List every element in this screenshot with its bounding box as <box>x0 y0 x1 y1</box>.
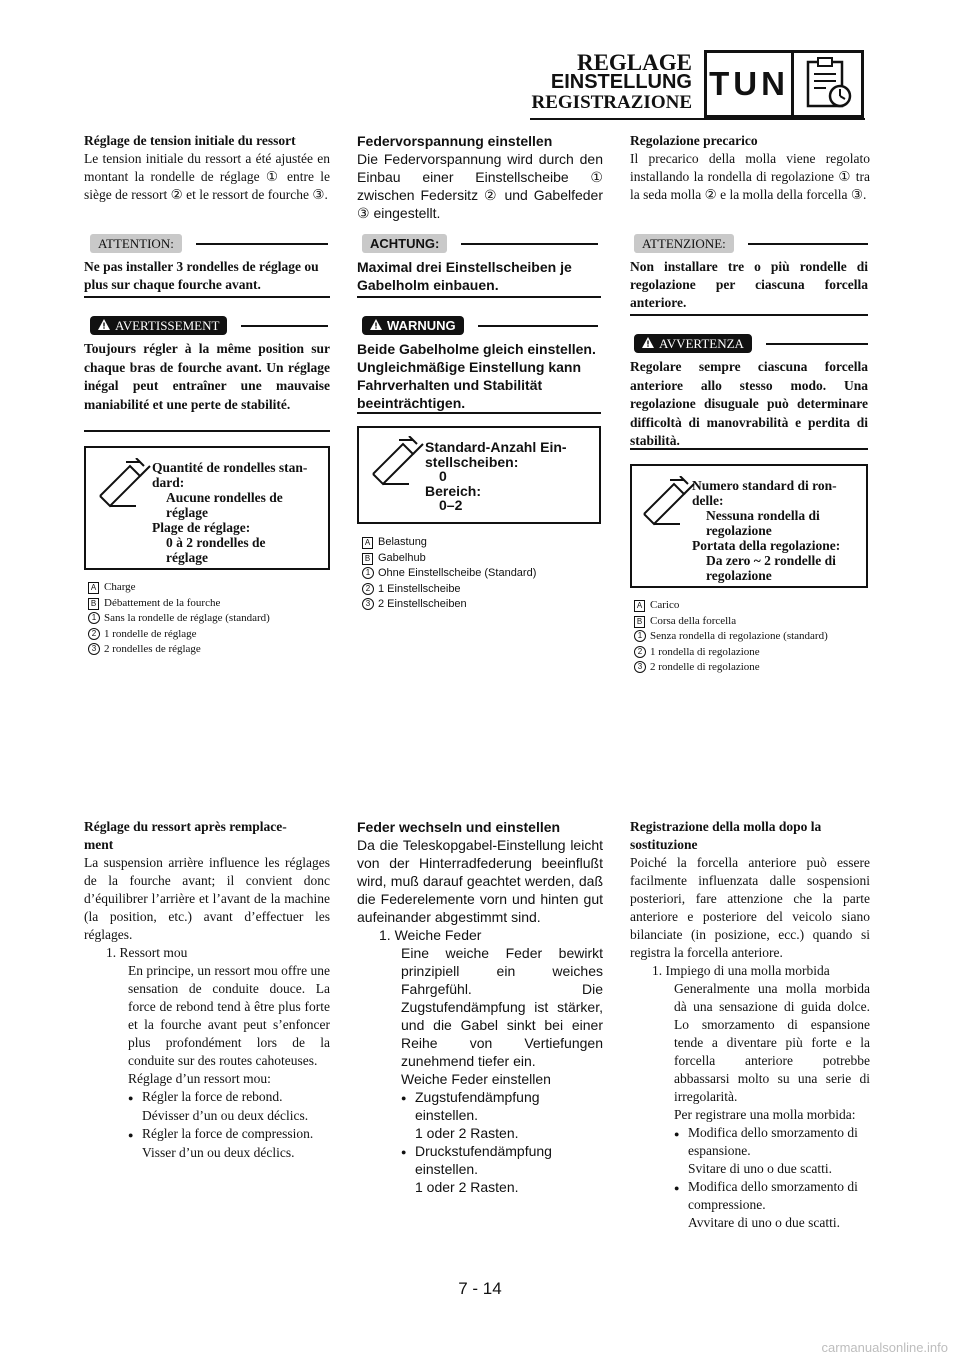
fr-attention-body: Ne pas installer 3 rondelles de réglage ou plus sur chaque fourche avant. <box>84 259 319 292</box>
fr-preload-title: Réglage de tension initiale du ressort <box>84 133 296 148</box>
de-preload-body: Die Federvorspannung wird durch den Einbau einer Einstellscheibe ① zwischen Federsitz ② und Gabelfeder ③ eingestellt. <box>357 151 603 221</box>
legend-item: B Gabelhub <box>362 551 602 567</box>
legend-item: B Débattement de la fourche <box>88 596 328 612</box>
de-preload-title: Federvorspannung einstellen <box>357 133 553 149</box>
de-spring-section: Feder wechseln und einstellen Da die Teleskopgabel-Einstellung leicht von der Hinterradfederung beeinflußt wird, muß darauf geachtet werden, daß die Federelemente vorn und hinten gut aufeinander abgestimmt sind. 1. Weiche Feder Eine weiche Feder bewirkt prinzipiell ein weiches Fahrgefühl. Die Zugstufendämpfung ist stärker, und die Gabel sinkt bei einer Reihe von Vertiefungen zunehmend tiefer ein. Weiche Feder einstellen ● Zugstufendämpfung einstellen. 1 oder 2 Rasten. ● Druckstufendämpfung einstellen. 1 oder 2 Rasten. <box>357 819 603 1195</box>
legend-item: 1 Senza rondella di regolazione (standard) <box>634 629 870 645</box>
de-attention-banner <box>362 234 598 253</box>
legend-item: 3 2 Einstellscheiben <box>362 597 602 613</box>
page-number: 7 - 14 <box>458 1279 502 1298</box>
legend-item: 3 2 rondelle di regolazione <box>634 660 870 676</box>
legend-item: B Corsa della forcella <box>634 614 870 630</box>
watermark: carmanualsonline.info <box>821 1340 948 1355</box>
legend-item: 1 Sans la rondelle de réglage (standard) <box>88 611 328 627</box>
de-spring-body: Da die Teleskopgabel-Einstellung leicht von der Hinterradfederung beeinflußt wird, muß darauf geachtet werden, daß die Federelemente vorn und hinten gut aufeinander abgestimmt sind. <box>357 837 603 925</box>
it-warning-banner <box>634 334 868 353</box>
list-item: ● Régler la force de compression. <box>128 1126 314 1141</box>
de-warning-label: WARNUNG <box>387 318 456 333</box>
fr-warning-body: Toujours régler à la même position sur chaque bras de fourche avant. Un réglage inégal peut entraîner une mauvaise maniabilité et une perte de stabilité. <box>84 341 330 412</box>
fr-spring-body: La suspension arrière influence les réglages de la fourche avant; il convient donc d’équilibrer l’arrière et l’avant de la machine (la position, etc.) avant d’effectuer les réglages. <box>84 855 330 942</box>
fr-spring-title: Réglage du ressort après remplace- <box>84 819 287 834</box>
caliper-icon <box>640 476 696 530</box>
de-attention-label: ACHTUNG: <box>362 234 447 253</box>
legend-item: 1 Ohne Einstellscheibe (Standard) <box>362 566 602 582</box>
it-attention-body: Non installare tre o più rondelle di regolazione per ciascuna forcella anteriore. <box>630 259 868 310</box>
it-legend <box>634 598 870 676</box>
legend-item: A Belastung <box>362 535 602 551</box>
it-attention-label: ATTENZIONE: <box>634 234 734 253</box>
it-spring-body: Poiché la forcella anteriore può essere facilmente influenzata dalle sospensioni posteriori, fare attenzione che la parte anteriore e posteriore del veicolo siano bilanciate (in posizione, ecc.) quando si registra la forcella anteriore. <box>630 855 870 960</box>
de-preload-section <box>357 132 603 222</box>
de-warning-banner <box>362 316 598 335</box>
header-title-fr: REGLAGE <box>576 50 692 75</box>
fr-preload-section <box>84 132 330 204</box>
fr-warning-label: AVERTISSEMENT <box>115 318 220 333</box>
caliper-icon <box>96 458 152 512</box>
warning-triangle-icon <box>98 319 110 330</box>
warning-triangle-icon <box>370 319 382 330</box>
it-preload-title: Regolazione precarico <box>630 133 758 148</box>
fr-legend <box>88 580 328 658</box>
de-warning-body: Beide Gabelholme gleich einstellen. Ungleichmäßige Einstellung kann Fahrverhalten und Stabilität beeinträchtigen. <box>357 341 596 411</box>
fr-warning-banner <box>90 316 328 335</box>
legend-item: 3 2 rondelles de réglage <box>88 642 328 658</box>
header-title-it: REGISTRAZIONE <box>531 92 692 113</box>
clipboard-stopwatch-icon <box>794 53 861 115</box>
legend-item: A Charge <box>88 580 328 596</box>
warning-triangle-icon <box>642 337 654 348</box>
caliper-icon <box>369 436 425 490</box>
it-spec-text: Numero standard di ron- delle: Nessuna rondella di regolazione Portata della regolazione: Da zero ~ 2 rondelle di regolazione <box>692 478 841 583</box>
de-item-1: 1. Weiche Feder <box>379 927 482 943</box>
section-code: TUN <box>709 65 789 102</box>
it-warning-body: Regolare sempre ciascuna forcella anteriore allo stesso modo. Una regolazione disuguale può determinare difficoltà di manovrabilità e perdita di stabilità. <box>630 359 868 448</box>
it-spring-title: Registrazione della molla dopo la <box>630 819 822 834</box>
it-warning-label: AVVERTENZA <box>659 336 744 351</box>
it-spec-box <box>630 464 868 588</box>
it-preload-section <box>630 132 870 204</box>
de-legend <box>362 535 602 613</box>
de-attention-body: Maximal drei Einstellscheiben je Gabelholm einbauen. <box>357 259 572 293</box>
header-title-de: EINSTELLUNG <box>550 71 692 93</box>
list-item: ● Zugstufendämpfung einstellen. <box>401 1089 540 1123</box>
it-attention-banner <box>634 234 868 253</box>
de-spring-title: Feder wechseln und einstellen <box>357 819 561 835</box>
legend-item: A Carico <box>634 598 870 614</box>
section-badge <box>704 50 864 118</box>
header-rule <box>530 118 865 120</box>
list-item: ● Modifica dello smorzamento di espansione. <box>674 1125 858 1158</box>
legend-item: 2 1 Einstellscheibe <box>362 582 602 598</box>
fr-spec-box <box>84 446 330 570</box>
it-preload-body: Il precarico della molla viene regolato installando la rondella di regolazione ① tra la seda molla ② e la molla della forcella ③. <box>630 151 870 202</box>
legend-item: 2 1 rondella di regolazione <box>634 645 870 661</box>
it-spring-section: Registrazione della molla dopo la sostituzione Poiché la forcella anteriore può essere facilmente influenzata dalle sospensioni posteriori, fare attenzione che la parte anteriore e posteriore del veicolo siano bilanciate (in posizione, ecc.) quando si registra la forcella anteriore. 1. Impiego di una molla morbida Generalmente una molla morbida dà una sensazione di guida dolce. Lo smorzamento di espansione tende a diventare più forte e la forcella anteriore potrebbe abbassarsi molto su una serie di irregolarità. Per registrare una molla morbida: ● Modifica dello smorzamento di espansione. Svitare di uno o due scatti. ● Modifica dello smorzamento di compressione. Avvitare di uno o due scatti. <box>630 819 870 1230</box>
it-item-1: 1. Impiego di una molla morbida <box>652 963 830 978</box>
fr-preload-body: Le tension initiale du ressort a été ajustée en montant la rondelle de réglage ① entre le siège de ressort ② et le ressort de fourche ③. <box>84 151 330 202</box>
de-spec-text: Standard-Anzahl Ein- stellscheiben: 0 Bereich: 0–2 <box>425 439 567 513</box>
fr-attention-banner <box>90 234 328 253</box>
list-item: ● Druckstufendämpfung einstellen. <box>401 1143 552 1177</box>
fr-spring-section: Réglage du ressort après remplace- ment La suspension arrière influence les réglages de la fourche avant; il convient donc d’équilibrer l’arrière et l’avant de la machine (la position, etc.) avant d’effectuer les réglages. 1. Ressort mou En principe, un ressort mou offre une sensation de conduite douce. La force de rebond tend à être plus forte et la fourche avant peut s’enfoncer plus profondément lors de la conduite sur des routes cahoteuses. Réglage d’un ressort mou: ● Régler la force de rebond. Dévisser d’un ou deux déclics. ● Régler la force de compression. Visser d’un ou deux déclics. <box>84 819 330 1160</box>
list-item: ● Modifica dello smorzamento di compressione. <box>674 1179 858 1212</box>
fr-attention-label: ATTENTION: <box>90 234 182 253</box>
list-item: ● Régler la force de rebond. <box>128 1089 283 1104</box>
de-spec-box <box>357 426 601 524</box>
legend-item: 2 1 rondelle de réglage <box>88 627 328 643</box>
fr-spec-text: Quantité de rondelles stan- dard: Aucune rondelles de réglage Plage de réglage: 0 à 2 rondelles de réglage <box>152 460 308 565</box>
fr-item-1: 1. Ressort mou <box>106 945 188 960</box>
